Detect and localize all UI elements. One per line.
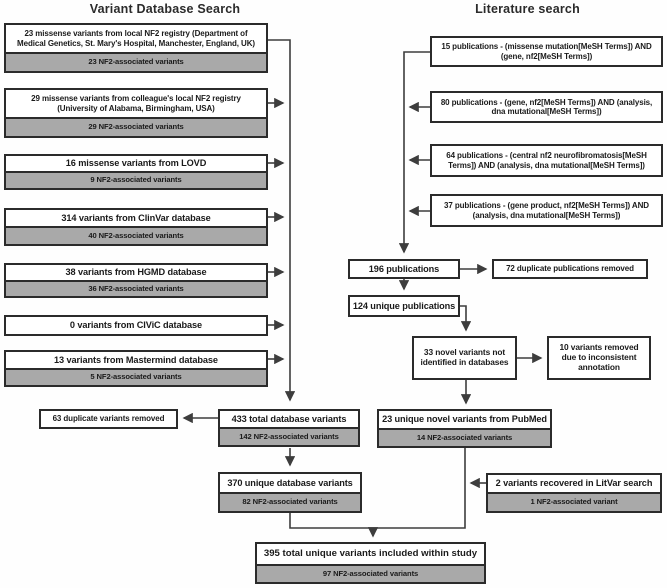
- variants-removed-annotation-label: 10 variants removed due to inconsistent annotation: [547, 336, 651, 380]
- left-column-title: Variant Database Search: [89, 2, 241, 16]
- unique-database-variants-sublabel: 82 NF2-associated variants: [218, 492, 362, 513]
- db-box-sublabel: 9 NF2-associated variants: [4, 171, 268, 190]
- duplicate-publications-removed-label: 72 duplicate publications removed: [492, 259, 648, 279]
- lit-box-label: 15 publications - (missense mutation[MeSH Terms]) AND (gene, nf2[MeSH Terms]): [430, 36, 663, 67]
- litvar-variants-box: [486, 473, 662, 513]
- pubmed-variants-box: [377, 409, 552, 448]
- unique-database-variants-box: [218, 472, 362, 513]
- db-box-mastermind: [4, 350, 268, 387]
- total-database-variants-box: [218, 409, 360, 447]
- duplicate-publications-removed-box: [492, 259, 648, 279]
- novel-variants-box: [412, 336, 517, 380]
- db-box-sublabel: 23 NF2-associated variants: [4, 52, 268, 73]
- db-box-label: 16 missense variants from LOVD: [4, 154, 268, 173]
- db-box-lovd: [4, 154, 268, 190]
- final-total-sublabel: 97 NF2-associated variants: [255, 564, 486, 584]
- db-box-label: 29 missense variants from colleague's local NF2 registry (University of Alabama, Birmingham, USA): [4, 88, 268, 119]
- litvar-variants-sublabel: 1 NF2-associated variant: [486, 492, 662, 513]
- right-column-title: Literature search: [475, 2, 580, 16]
- lit-box-label: 37 publications - (gene product, nf2[MeSH Terms]) AND (analysis, dna mutational[MeSH Terms]): [430, 194, 663, 227]
- db-box-local-nf2-registry: [4, 23, 268, 73]
- db-box-sublabel: 29 NF2-associated variants: [4, 117, 268, 138]
- unique-publications-box: [348, 295, 460, 317]
- lit-box-central-nf2: [430, 144, 663, 177]
- lit-box-label: 80 publications - (gene, nf2[MeSH Terms]) AND (analysis, dna mutational[MeSH Terms]): [430, 91, 663, 123]
- db-box-sublabel: 5 NF2-associated variants: [4, 368, 268, 387]
- novel-variants-label: 33 novel variants not identified in databases: [412, 336, 517, 380]
- db-box-label: 314 variants from ClinVar database: [4, 208, 268, 228]
- db-box-label: 38 variants from HGMD database: [4, 263, 268, 282]
- db-box-sublabel: 36 NF2-associated variants: [4, 280, 268, 298]
- db-box-sublabel: 40 NF2-associated variants: [4, 226, 268, 246]
- total-database-variants-sublabel: 142 NF2-associated variants: [218, 427, 360, 447]
- db-box-civic: [4, 315, 268, 336]
- pubmed-variants-sublabel: 14 NF2-associated variants: [377, 428, 552, 448]
- db-box-clinvar: [4, 208, 268, 246]
- pubmed-variants-label: 23 unique novel variants from PubMed: [377, 409, 552, 430]
- litvar-variants-label: 2 variants recovered in LitVar search: [486, 473, 662, 494]
- unique-database-variants-label: 370 unique database variants: [218, 472, 362, 494]
- db-box-label: 0 variants from CIViC database: [4, 315, 268, 336]
- publications-total-label: 196 publications: [348, 259, 460, 279]
- duplicate-variants-removed-box: [39, 409, 178, 429]
- db-box-colleague-registry: [4, 88, 268, 138]
- db-box-label: 23 missense variants from local NF2 registry (Department of Medical Genetics, St. Mary's Hospital, Manchester, England, UK): [4, 23, 268, 54]
- unique-publications-label: 124 unique publications: [348, 295, 460, 317]
- duplicate-variants-removed-label: 63 duplicate variants removed: [39, 409, 178, 429]
- lit-box-gene-nf2: [430, 91, 663, 123]
- db-box-label: 13 variants from Mastermind database: [4, 350, 268, 370]
- publications-total-box: [348, 259, 460, 279]
- lit-box-missense-mutation: [430, 36, 663, 67]
- lit-box-gene-product: [430, 194, 663, 227]
- final-total-box: [255, 542, 486, 584]
- total-database-variants-label: 433 total database variants: [218, 409, 360, 429]
- db-box-hgmd: [4, 263, 268, 298]
- variants-removed-annotation-box: [547, 336, 651, 380]
- final-total-label: 395 total unique variants included within study: [255, 542, 486, 566]
- lit-box-label: 64 publications - (central nf2 neurofibromatosis[MeSH Terms]) AND (analysis, dna mutational[MeSH Terms]): [430, 144, 663, 177]
